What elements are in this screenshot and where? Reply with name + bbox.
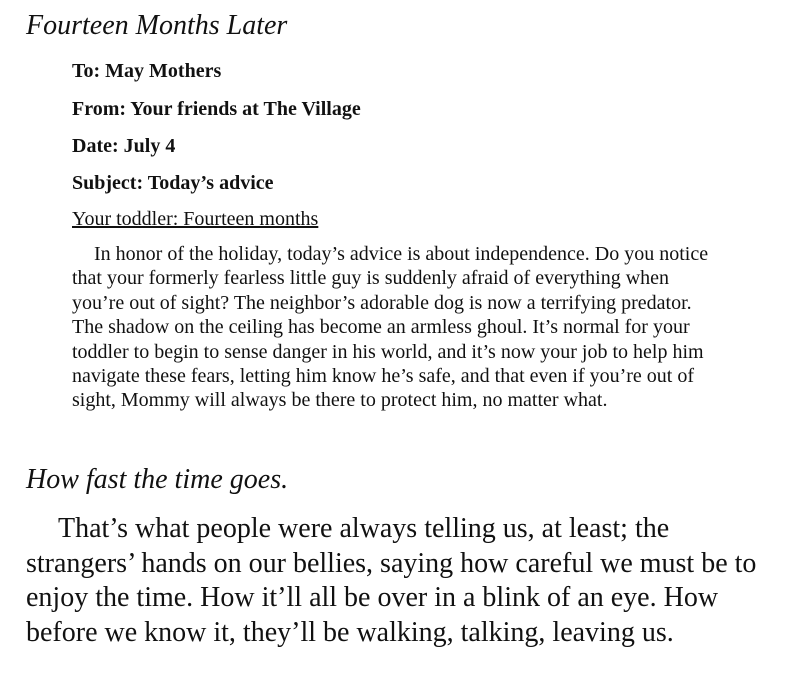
memo-subject-line: Subject: Today’s advice [72, 172, 274, 194]
chapter-title: Fourteen Months Later [26, 10, 288, 41]
memo-to-line: To: May Mothers [72, 60, 222, 82]
italic-opening-line: How fast the time goes. [26, 464, 289, 495]
memo-date-line: Date: July 4 [72, 135, 176, 157]
memo-body-text: In honor of the holiday, today’s advice is about independence. Do you notice that your formerly fearless little guy is suddenly afraid of everything when you’re out of sight? The neighbor’s adorable dog is now a terrifying predator. The shadow on the ceiling has become an armless ghoul. It’s normal for your toddler to begin to sense danger in his world, and it’s now your job to help him navigate these fears, letting him know he’s safe, and that even if you’re out of sight, Mommy will always be there to protect him, no matter what. [72, 243, 709, 412]
memo-section-heading: Your toddler: Fourteen months [72, 208, 319, 230]
memo-from-line: From: Your friends at The Village [72, 98, 361, 120]
narrative-paragraph: That’s what people were always telling us, at least; the strangers’ hands on our bellies, saying how careful we must be to enjoy the time. How it’ll all be over in a blink of an eye. How before we know it, they’ll be walking, talking, leaving us. [26, 513, 757, 648]
